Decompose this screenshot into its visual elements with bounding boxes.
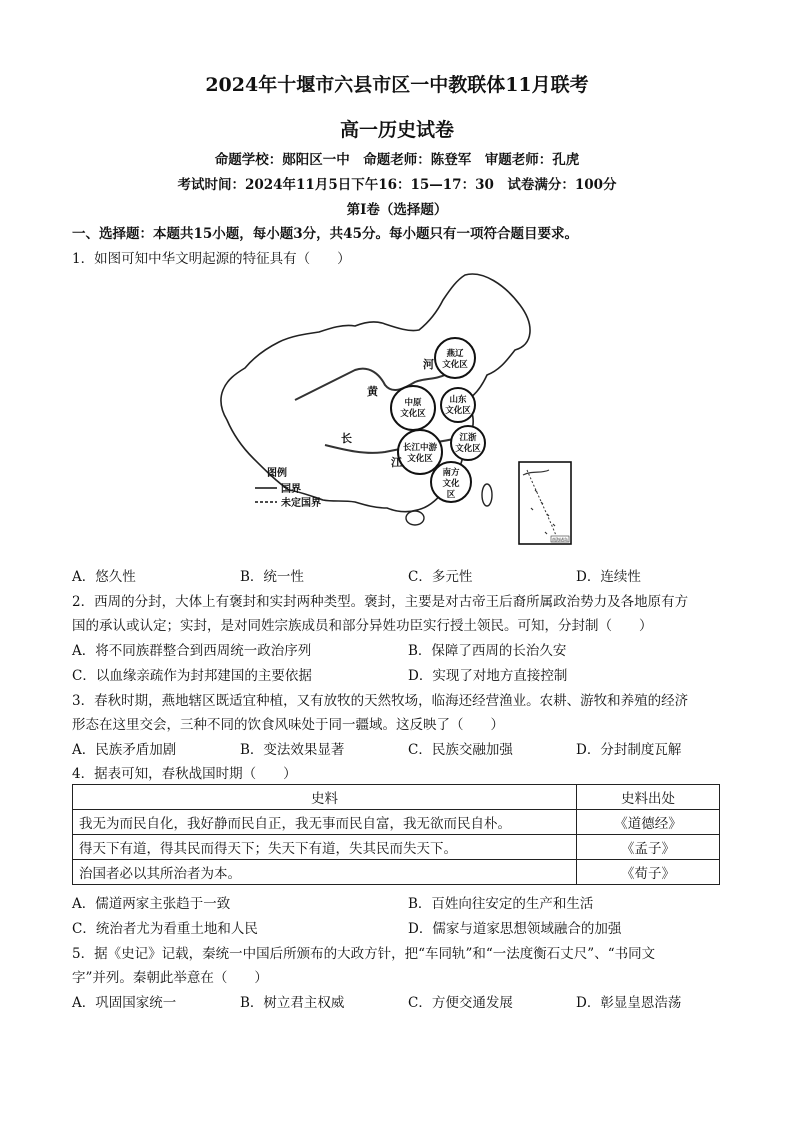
exam-title: 2024年十堰市六县市区一中教联体11月联考 xyxy=(205,74,589,96)
q3-stem-1: 3．春秋时期，燕地辖区既适宜种植，又有放牧的天然牧场，临海还经营渔业。农耕、游牧和养殖的经济 xyxy=(72,693,689,709)
label-jiangzhe: 江浙 xyxy=(459,432,477,442)
table-cell-origin: 《荀子》 xyxy=(577,860,720,885)
q3-stem-2: 形态在这里交会，三种不同的饮食风味处于同一疆域。这反映了（ ） xyxy=(72,717,504,733)
label-shandong-2: 文化区 xyxy=(445,405,471,415)
table-header-origin: 史料出处 xyxy=(577,785,720,810)
label-south: 南方 xyxy=(442,467,460,477)
table-header-row xyxy=(73,785,720,810)
table-header-source: 史料 xyxy=(73,785,577,810)
q1-stem: 1．如图可知中华文明起源的特征具有（ ） xyxy=(72,251,351,267)
label-south-2: 文化 xyxy=(442,478,460,488)
q5-option-a[interactable]: A．巩固国家统一 xyxy=(72,995,177,1011)
q4-option-d[interactable]: D．儒家与道家思想领域融合的加强 xyxy=(408,921,622,937)
q5-option-b[interactable]: B．树立君主权威 xyxy=(240,995,345,1011)
table-cell-text: 得天下有道，得其民而得天下；失天下有道，失其民而失天下。 xyxy=(73,835,577,860)
part-one-heading: 一、选择题：本题共15小题，每小题3分，共45分。每小题只有一项符合题目要求。 xyxy=(72,226,578,242)
q3-option-d[interactable]: D．分封制度瓦解 xyxy=(576,742,682,758)
section-title: 第Ⅰ卷（选择题） xyxy=(346,202,448,218)
q2-option-b[interactable]: B．保障了西周的长治久安 xyxy=(408,643,567,659)
label-huang: 黄 xyxy=(367,385,378,398)
q1-option-b[interactable]: B．统一性 xyxy=(240,569,304,585)
label-yanliao-2: 文化区 xyxy=(442,359,468,369)
china-culture-map xyxy=(215,270,580,555)
exam-time: 考试时间：2024年11月5日下午16：15—17：30 试卷满分：100分 xyxy=(177,177,617,193)
table-row xyxy=(73,860,720,885)
q4-option-a[interactable]: A．儒道两家主张趋于一致 xyxy=(72,896,231,912)
label-jiang: 江 xyxy=(391,456,402,469)
q4-option-c[interactable]: C．统治者尤为看重土地和人民 xyxy=(72,921,258,937)
label-jiangzhe-2: 文化区 xyxy=(455,443,481,453)
table-cell-origin: 《道德经》 xyxy=(577,810,720,835)
q1-option-d[interactable]: D．连续性 xyxy=(576,569,641,585)
q5-option-c[interactable]: C．方便交通发展 xyxy=(408,995,513,1011)
legend-title: 图例 xyxy=(267,468,287,479)
q2-option-d[interactable]: D．实现了对地方直接控制 xyxy=(408,668,568,684)
q3-option-a[interactable]: A．民族矛盾加剧 xyxy=(72,742,177,758)
legend-undefined: 未定国界 xyxy=(281,498,321,509)
legend-border: 国界 xyxy=(281,484,301,495)
label-he: 河 xyxy=(423,358,434,371)
table-cell-origin: 《孟子》 xyxy=(577,835,720,860)
q4-option-b[interactable]: B．百姓向往安定的生产和生活 xyxy=(408,896,594,912)
label-changjiang: 长江中游 xyxy=(402,442,438,452)
q5-option-d[interactable]: D．彰显皇恩浩荡 xyxy=(576,995,682,1011)
q3-option-c[interactable]: C．民族交融加强 xyxy=(408,742,513,758)
table-row xyxy=(73,835,720,860)
exam-subtitle: 高一历史试卷 xyxy=(339,119,454,141)
exam-authors: 命题学校：郧阳区一中 命题老师：陈登军 审题老师：孔虎 xyxy=(214,152,580,168)
q1-option-a[interactable]: A．悠久性 xyxy=(72,569,136,585)
table-cell-text: 我无为而民自化，我好静而民自正，我无事而民自富，我无欲而民自朴。 xyxy=(73,810,577,835)
label-changjiang-2: 文化区 xyxy=(407,453,433,463)
q2-stem-2: 国的承认或认定；实封，是对同姓宗族成员和部分异姓功臣实行授土领民。可知，分封制（ ） xyxy=(72,618,653,634)
q2-stem-1: 2．西周的分封，大体上有褒封和实封两种类型。褒封，主要是对古帝王后裔所属政治势力及各地原有方 xyxy=(72,594,689,610)
label-yanliao: 燕辽 xyxy=(446,348,464,358)
q4-source-table xyxy=(72,784,720,885)
q2-option-c[interactable]: C．以血缘亲疏作为封邦建国的主要依据 xyxy=(72,668,312,684)
label-chang: 长 xyxy=(341,432,352,445)
q5-stem-2: 字”并列。秦朝此举意在（ ） xyxy=(72,970,268,986)
region-changjiang xyxy=(398,430,442,474)
table-cell-text: 治国者必以其所治者为本。 xyxy=(73,860,577,885)
q5-stem-1: 5．据《史记》记载，秦统一中国后所颁布的大政方针，把“车同轨”和“一法度衡石丈尺”、“书同文 xyxy=(72,946,656,962)
q2-option-a[interactable]: A．将不同族群整合到西周统一政治序列 xyxy=(72,643,312,659)
region-yanliao xyxy=(435,338,475,378)
label-south-3: 区 xyxy=(446,489,456,499)
inset-label: 南海诸岛 xyxy=(552,537,568,542)
label-shandong: 山东 xyxy=(449,394,467,404)
table-row xyxy=(73,810,720,835)
inset-map xyxy=(519,462,571,544)
q1-option-c[interactable]: C．多元性 xyxy=(408,569,473,585)
q4-stem: 4．据表可知，春秋战国时期（ ） xyxy=(72,766,297,782)
label-zhongyuan: 中原 xyxy=(404,397,422,407)
label-zhongyuan-2: 文化区 xyxy=(400,408,426,418)
q3-option-b[interactable]: B．变法效果显著 xyxy=(240,742,345,758)
